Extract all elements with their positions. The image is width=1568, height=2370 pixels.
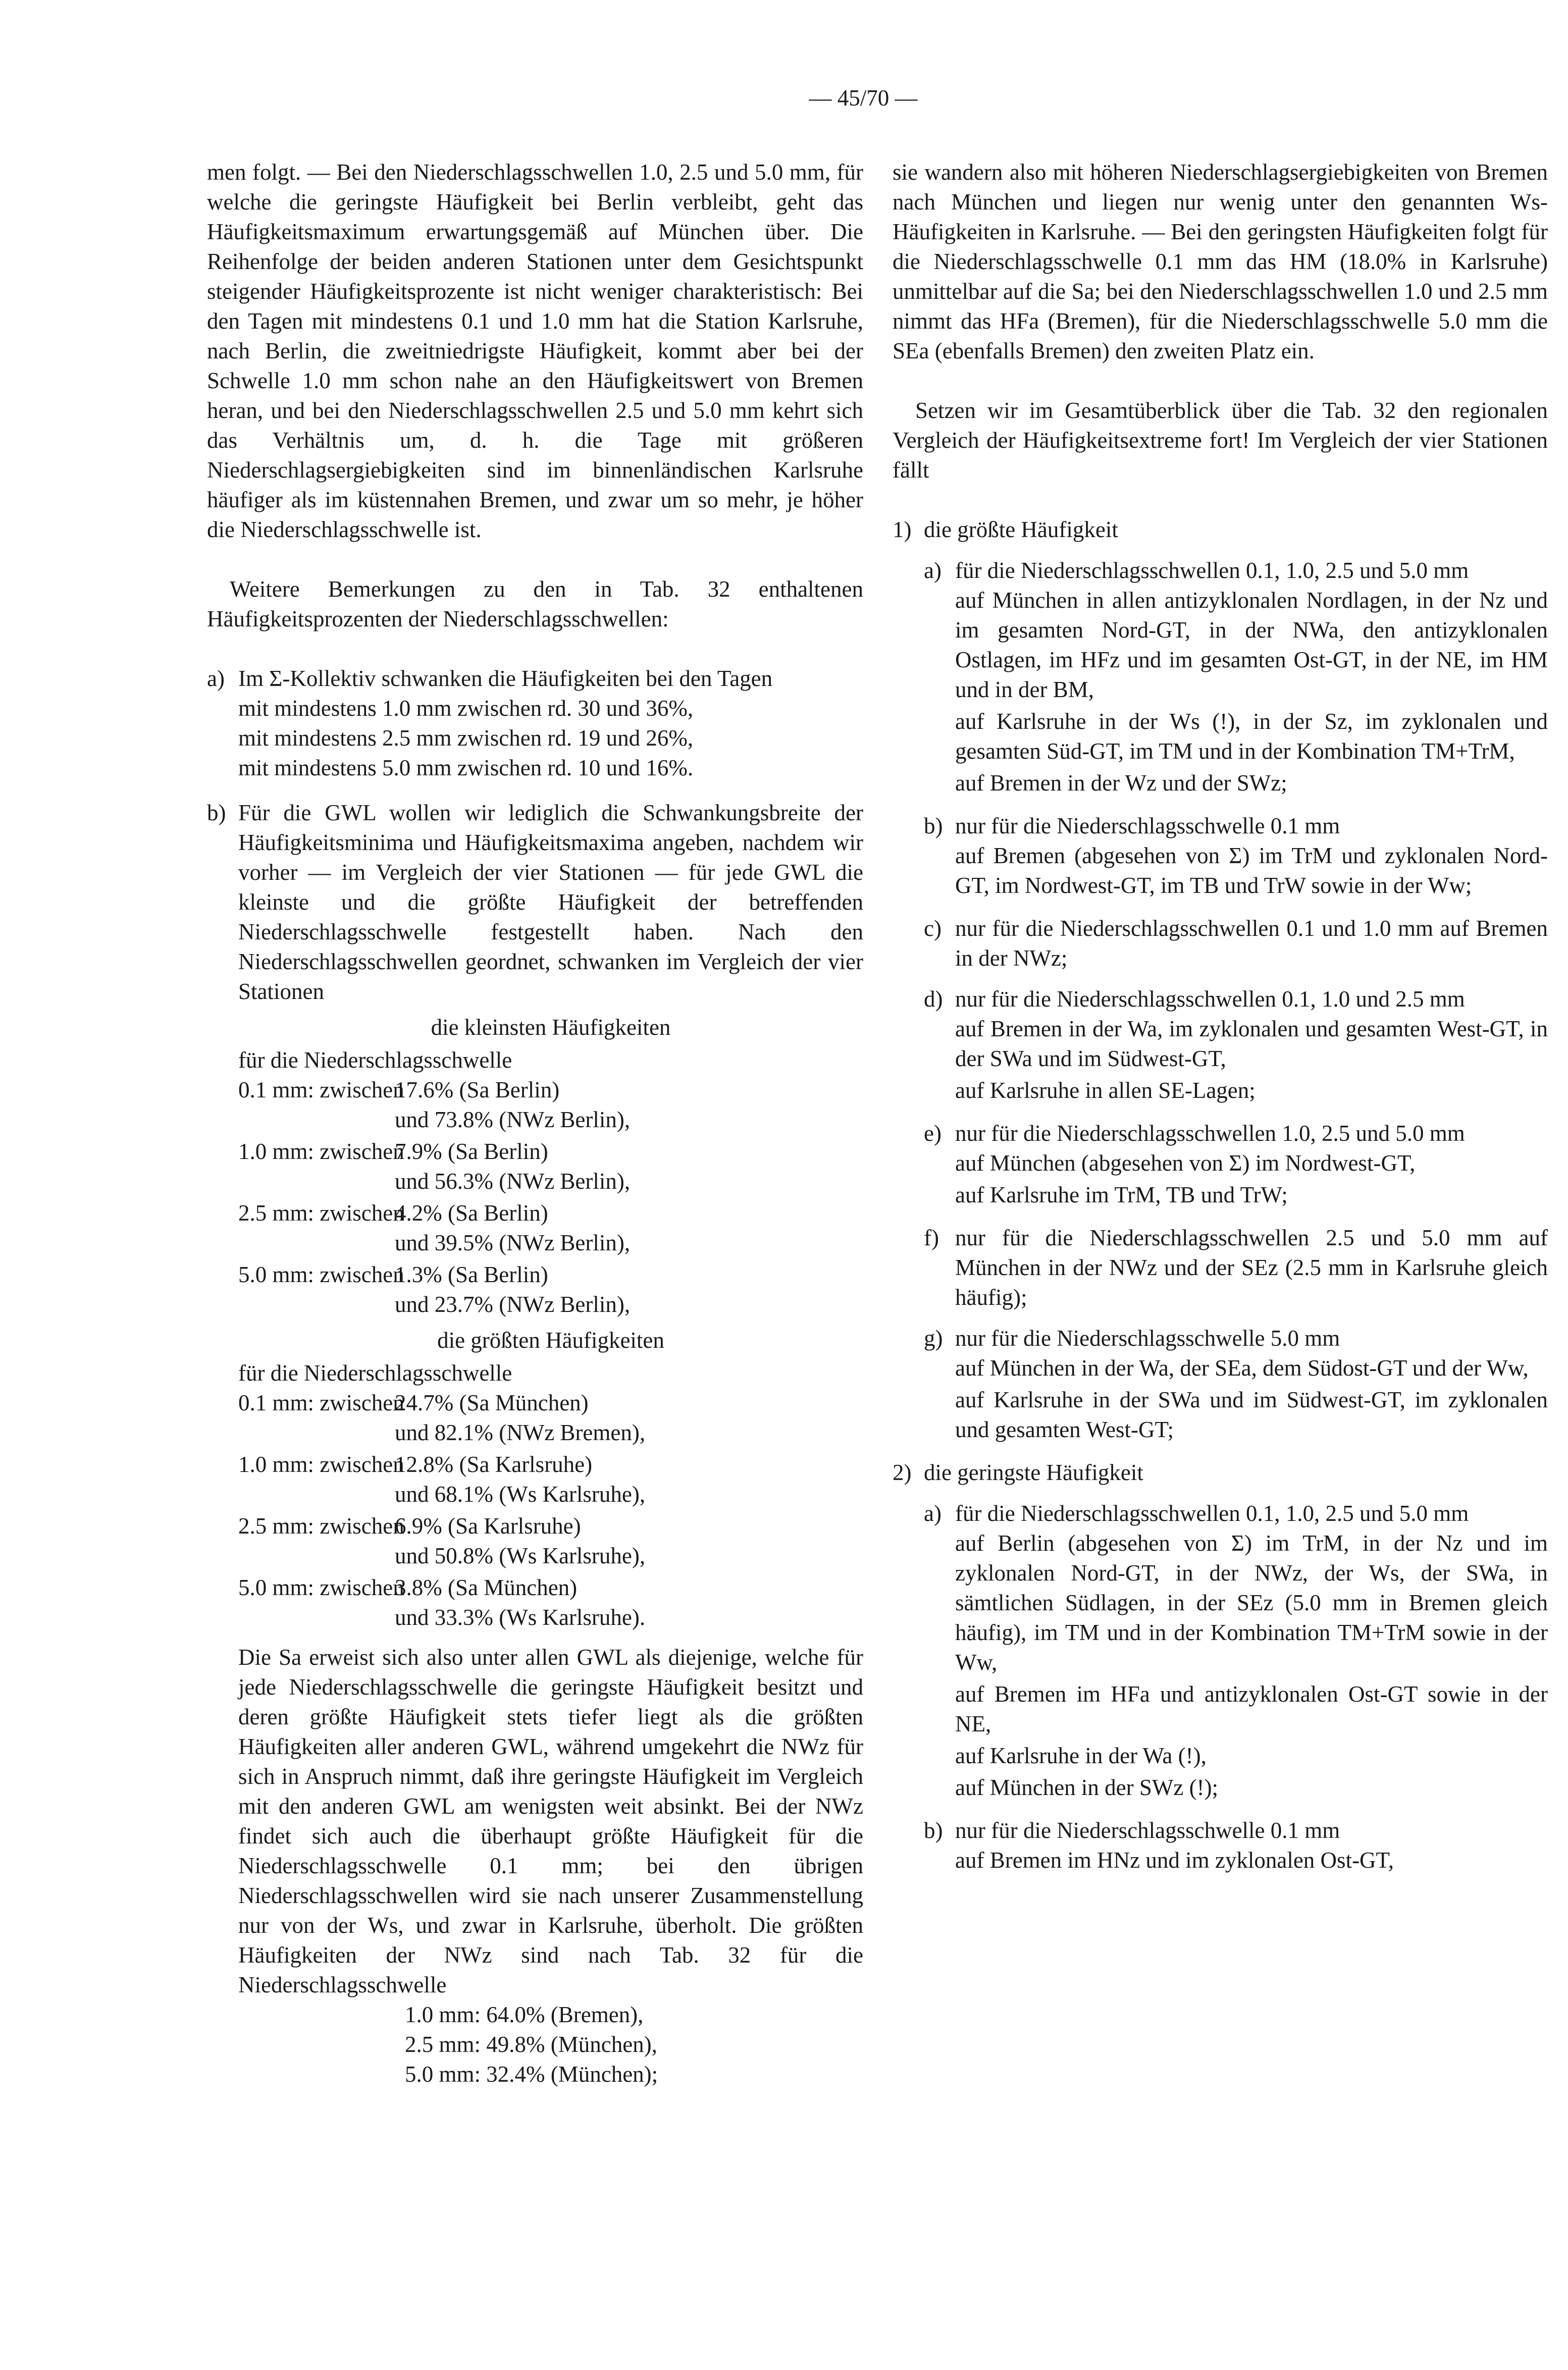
- paragraph: men folgt. — Bei den Niederschlagsschwellen 1.0, 2.5 und 5.0 mm, für welche die geringste Häufigkeit bei Berlin verbleibt, geht das Häufigkeitsmaximum erwartungsgemäß auf München über. Die Reihenfolge der beiden anderen Stationen unter dem Gesichtspunkt steigender Häufigkeitsprozente ist nicht weniger charakteristisch: Bei den Tagen mit mindestens 0.1 und 1.0 mm hat die Station Karlsruhe, nach Berlin, die zweitniedrigste Häufigkeit, kommt aber bei der Schwelle 1.0 mm schon nahe an den Häufigkeitswert von Bremen heran, und bei den Niederschlagsschwellen 2.5 und 5.0 mm kehrt sich das Verhältnis um, d. h. die Tage mit größeren Niederschlagsergiebigkeiten sind im binnenländischen Karlsruhe häufiger als im küstennahen Bremen, und zwar um so mehr, je höher die Niederschlagsschwelle ist.: [207, 160, 863, 542]
- list-line: mit mindestens 2.5 mm zwischen rd. 19 und 26%,: [238, 725, 694, 751]
- list-line: 5.0 mm: 32.4% (München);: [405, 2062, 658, 2087]
- list-line: 2.5 mm: 49.8% (München),: [405, 2032, 657, 2057]
- list-line: auf München in der Wa, der SEa, dem Südost-GT und der Ww,: [955, 1355, 1529, 1381]
- range-row: 5.0 mm: zwischen 3.8% (Sa München) und 33.3% (Ws Karlsruhe).: [238, 1575, 646, 1630]
- list-label: g): [924, 1326, 943, 1351]
- range-row: 1.0 mm: zwischen 7.9% (Sa Berlin) und 56.3% (NWz Berlin),: [238, 1139, 631, 1194]
- list-text: nur für die Niederschlagsschwelle 5.0 mm: [955, 1326, 1340, 1351]
- list-text: Im Σ-Kollektiv schwanken die Häufigkeiten bei den Tagen: [238, 666, 773, 691]
- paragraph: sie wandern also mit höheren Niederschlagsergiebigkeiten von Bremen nach München und liegen nur wenig unter den genannten Ws-Häufigkeiten in Karlsruhe. — Bei den geringsten Häufigkeiten folgt für die Niederschlagsschwelle 0.1 mm das HM (18.0% in Karlsruhe) unmittelbar auf die Sa; bei den Niederschlagsschwellen 1.0 und 2.5 mm nimmt das HFa (Bremen), für die Niederschlagsschwelle 5.0 mm die SEa (ebenfalls Bremen) den zweiten Platz ein.: [893, 160, 1548, 363]
- paragraph: Weitere Bemerkungen zu den in Tab. 32 enthaltenen Häufigkeitsprozenten der Niederschlagsschwellen:: [207, 576, 863, 631]
- list-line: auf Bremen in der Wa, im zyklonalen und gesamten West-GT, in der SWa und im Südwest-GT,: [955, 1016, 1548, 1071]
- right-column: [893, 157, 1548, 1888]
- list-item: [207, 798, 863, 2089]
- list-text: für die Niederschlagsschwellen 0.1, 1.0, 2.5 und 5.0 mm: [955, 1501, 1469, 1526]
- list-label: d): [924, 986, 943, 1012]
- list-text: nur für die Niederschlagsschwelle 0.1 mm: [955, 1818, 1340, 1843]
- list-text: nur für die Niederschlagsschwellen 0.1 und 1.0 mm auf Bremen in der NWz;: [955, 916, 1548, 971]
- left-column: [207, 157, 863, 2104]
- list-item: [893, 1223, 1548, 1312]
- list-item: [893, 1499, 1548, 1805]
- list-item: [893, 1816, 1548, 1877]
- list-line: mit mindestens 1.0 mm zwischen rd. 30 und 36%,: [238, 696, 694, 721]
- list-label: f): [924, 1225, 939, 1250]
- list-line: auf Bremen im HFa und antizyklonalen Ost-GT sowie in der NE,: [955, 1681, 1548, 1736]
- section-subheading: für die Niederschlagsschwelle: [238, 1360, 512, 1386]
- list-item: [893, 556, 1548, 800]
- section-title: die geringste Häufigkeit: [924, 1460, 1143, 1485]
- list-line: auf Karlsruhe in der Ws (!), in der Sz, im zyklonalen und gesamten Süd-GT, im TM und in der Kombination TM+TrM,: [955, 709, 1548, 764]
- section-label: 1): [893, 517, 912, 542]
- list-label: b): [924, 813, 943, 838]
- list-text: nur für die Niederschlagsschwelle 0.1 mm: [955, 813, 1340, 838]
- section-heading: die größten Häufigkeiten: [437, 1328, 664, 1353]
- list-line: auf Karlsruhe in allen SE-Lagen;: [955, 1078, 1256, 1103]
- list-line: auf München (abgesehen von Σ) im Nordwest-GT,: [955, 1150, 1416, 1176]
- range-row: 0.1 mm: zwischen 24.7% (Sa München) und 82.1% (NWz Bremen),: [238, 1390, 646, 1445]
- list-label: a): [924, 558, 942, 583]
- list-label: e): [924, 1121, 942, 1146]
- list-line: auf Karlsruhe in der Wa (!),: [955, 1743, 1207, 1768]
- section-1-list: [893, 556, 1548, 1447]
- list-label: b): [924, 1818, 943, 1843]
- list-item: [893, 811, 1548, 903]
- list-item: [893, 984, 1548, 1108]
- section-2: [893, 1458, 1548, 1488]
- list-line: auf Karlsruhe in der SWa und im Südwest-GT, im zyklonalen und gesamten West-GT;: [955, 1387, 1548, 1442]
- page-number: — 45/70 —: [809, 85, 918, 111]
- range-row: 2.5 mm: zwischen 6.9% (Sa Karlsruhe) und 50.8% (Ws Karlsruhe),: [238, 1513, 646, 1568]
- list-line: auf Karlsruhe im TrM, TB und TrW;: [955, 1182, 1288, 1207]
- list-label: b): [207, 800, 226, 825]
- list-item: [893, 1119, 1548, 1212]
- section-heading: die kleinsten Häufigkeiten: [431, 1015, 671, 1040]
- range-row: 1.0 mm: zwischen 12.8% (Sa Karlsruhe) und 68.1% (Ws Karlsruhe),: [238, 1452, 646, 1507]
- section-1: [893, 515, 1548, 545]
- list-text: für die Niederschlagsschwellen 0.1, 1.0, 2.5 und 5.0 mm: [955, 558, 1469, 583]
- list-line: auf Bremen im HNz und im zyklonalen Ost-GT,: [955, 1848, 1394, 1873]
- list-item: [207, 664, 863, 783]
- list-line: auf Bremen (abgesehen von Σ) im TrM und zyklonalen Nord-GT, im Nordwest-GT, im TB und TrW sowie in der Ww;: [955, 843, 1548, 898]
- list-text: Für die GWL wollen wir lediglich die Schwankungsbreite der Häufigkeitsminima und Häufigkeitsmaxima angeben, nachdem wir vorher — im Vergleich der vier Stationen — für jede GWL die kleinste und die größte Häufigkeit der betreffenden Niederschlagsschwelle festgestellt haben. Nach den Niederschlagsschwellen geordnet, schwanken im Vergleich der vier Stationen: [238, 800, 863, 1004]
- range-row: 0.1 mm: zwischen 17.6% (Sa Berlin) und 73.8% (NWz Berlin),: [238, 1077, 631, 1132]
- list-text: nur für die Niederschlagsschwellen 0.1, 1.0 und 2.5 mm: [955, 986, 1465, 1012]
- list-item: [893, 914, 1548, 973]
- list-text: Die Sa erweist sich also unter allen GWL als diejenige, welche für jede Niederschlagsschwelle die geringste Häufigkeit besitzt und deren größte Häufigkeit stets tiefer liegt als die größten Häufigkeiten aller anderen GWL, während umgekehrt die NWz für sich in Anspruch nimmt, daß ihre geringste Häufigkeit im Vergleich mit den anderen GWL am wenigsten weit absinkt. Bei der NWz findet sich auch die überhaupt größte Häufigkeit für die Niederschlagsschwelle 0.1 mm; bei den übrigen Niederschlagsschwellen wird sie nach unserer Zusammenstellung nur von der Ws, und zwar in Karlsruhe, überholt. Die größten Häufigkeiten der NWz sind nach Tab. 32 für die Niederschlagsschwelle: [238, 1645, 863, 1997]
- section-subheading: für die Niederschlagsschwelle: [238, 1047, 512, 1073]
- section-2-list: [893, 1499, 1548, 1877]
- list-line: 1.0 mm: 64.0% (Bremen),: [405, 2002, 644, 2027]
- list-label: a): [207, 666, 225, 691]
- list-item: [893, 1324, 1548, 1447]
- list-text: nur für die Niederschlagsschwellen 2.5 und 5.0 mm auf München in der NWz und der SEz (2.5 mm in Karlsruhe gleich häufig);: [955, 1225, 1548, 1310]
- range-row: 2.5 mm: zwischen 4.2% (Sa Berlin) und 39.5% (NWz Berlin),: [238, 1200, 631, 1255]
- list-label: a): [924, 1501, 942, 1526]
- section-title: die größte Häufigkeit: [924, 517, 1118, 542]
- list-line: auf München in der SWz (!);: [955, 1775, 1219, 1800]
- paragraph: Setzen wir im Gesamtüberblick über die Tab. 32 den regionalen Vergleich der Häufigkeitsextreme fort! Im Vergleich der vier Stationen fällt: [893, 398, 1548, 483]
- list-line: mit mindestens 5.0 mm zwischen rd. 10 und 16%.: [238, 755, 694, 780]
- list-line: auf Berlin (abgesehen von Σ) im TrM, in der Nz und im zyklonalen Nord-GT, in der NWz, der Ws, der SWa, in sämtlichen Südlagen, in der SEz (5.0 mm in Bremen gleich häufig), im TM und in der Kombination TM+TrM sowie in der Ww,: [955, 1531, 1548, 1675]
- list-label: c): [924, 916, 942, 941]
- list-line: auf Bremen in der Wz und der SWz;: [955, 770, 1287, 796]
- section-label: 2): [893, 1460, 912, 1485]
- list-text: nur für die Niederschlagsschwellen 1.0, 2.5 und 5.0 mm: [955, 1121, 1465, 1146]
- list-line: auf München in allen antizyklonalen Nordlagen, in der Nz und im gesamten Nord-GT, in der NWa, den antizyklonalen Ostlagen, im HFz und im gesamten Ost-GT, in der NE, im HM und in der BM,: [955, 588, 1548, 702]
- range-row: 5.0 mm: zwischen 1.3% (Sa Berlin) und 23.7% (NWz Berlin),: [238, 1262, 631, 1317]
